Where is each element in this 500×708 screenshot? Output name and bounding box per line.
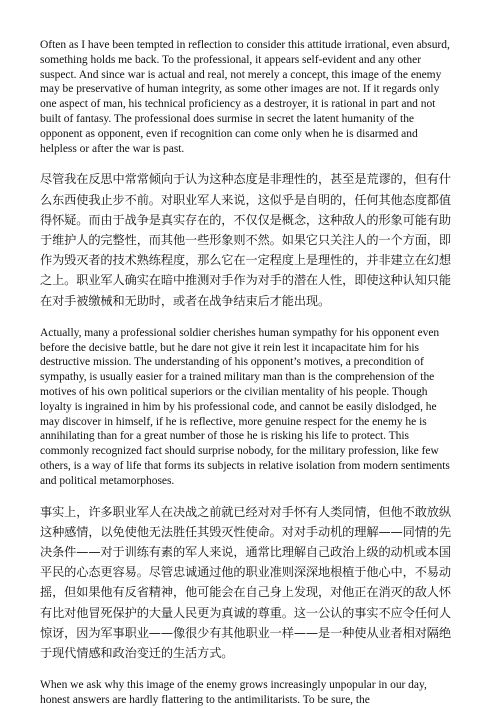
paragraph-chinese-2: 事实上，许多职业军人在决战之前就已经对对手怀有人类同情，但他不敢放纵这种感情，以免使他无法胜任其毁灭性使命。对对手动机的理解——同情的先决条件——对于训练有素的军人来说，通常比理解自己政治上级的动机或本国平民的心态更容易。尽管忠诚通过他的职业准则深深地根植于他心中，不易动摇，但如果他有反省精神，他可能会在自己身上发现，对他正在消灭的敌人怀有比对他冒死保护的大量人民更为真诚的尊重。这一公认的事实不应令任何人惊讶，因为军事职业——像很少有其他职业一样——是一种使从业者相对隔绝于现代情感和政治变迁的生活方式。 — [40, 504, 451, 660]
paragraph-english-1: Often as I have been tempted in reflection to consider this attitude irrational, even absurd, something holds me back. To the professional, it appears self-evident and any other suspect. And since war is actual and real, not merely a concept, this image of the enemy may be preservative of human integrity, as some other images are not. If it regards only one aspect of man, his technical proficiency as a destroyer, it is rational in part and not built of fantasy. The professional does surmise in secret the latent humanity of the opponent as opponent, even if recognition can come only when he is disarmed and helpless or after the war is past. — [40, 39, 450, 155]
paragraph-english-3: When we ask why this image of the enemy grows increasingly unpopular in our day, honest answers are hardly flattering to the antimilitarists. To be sure, the — [40, 679, 427, 706]
paragraph-chinese-1: 尽管我在反思中常常倾向于认为这种态度是非理性的，甚至是荒谬的，但有什么东西使我止步不前。对职业军人来说，这似乎是自明的，任何其他态度都值得怀疑。而由于战争是真实存在的，不仅仅是概念，这种敌人的形象可能有助于维护人的完整性，而其他一些形象则不然。如果它只关注人的一个方面，即作为毁灭者的技术熟练程度，那么它在一定程度上是理性的，并非建立在幻想之上。职业军人确实在暗中推测对手作为对手的潜在人性，即使这种认知只能在对手被缴械和无助时，或者在战争结束后才能出现。 — [40, 172, 451, 308]
paragraph-english-2: Actually, many a professional soldier cherishes human sympathy for his opponent even before the decisive battle, but he dare not give it rein lest it incapacitate him for his destructive mission. The understanding of his opponent’s motives, a precondition of sympathy, is usually easier for a trained military man than is the comprehension of the motives of his own political superiors or the civilian mentality of his people. Though loyalty is ingrained in him by his professional code, and cannot be easily dislodged, he may discover in himself, if he is reflective, more genuine respect for the enemy he is annihilating than for a great number of those he is risking his life to protect. This commonly recognized fact should surprise nobody, for the military profession, like few others, is a way of life that forms its subjects in relative isolation from modern sentiments and political metamorphoses. — [40, 326, 450, 487]
